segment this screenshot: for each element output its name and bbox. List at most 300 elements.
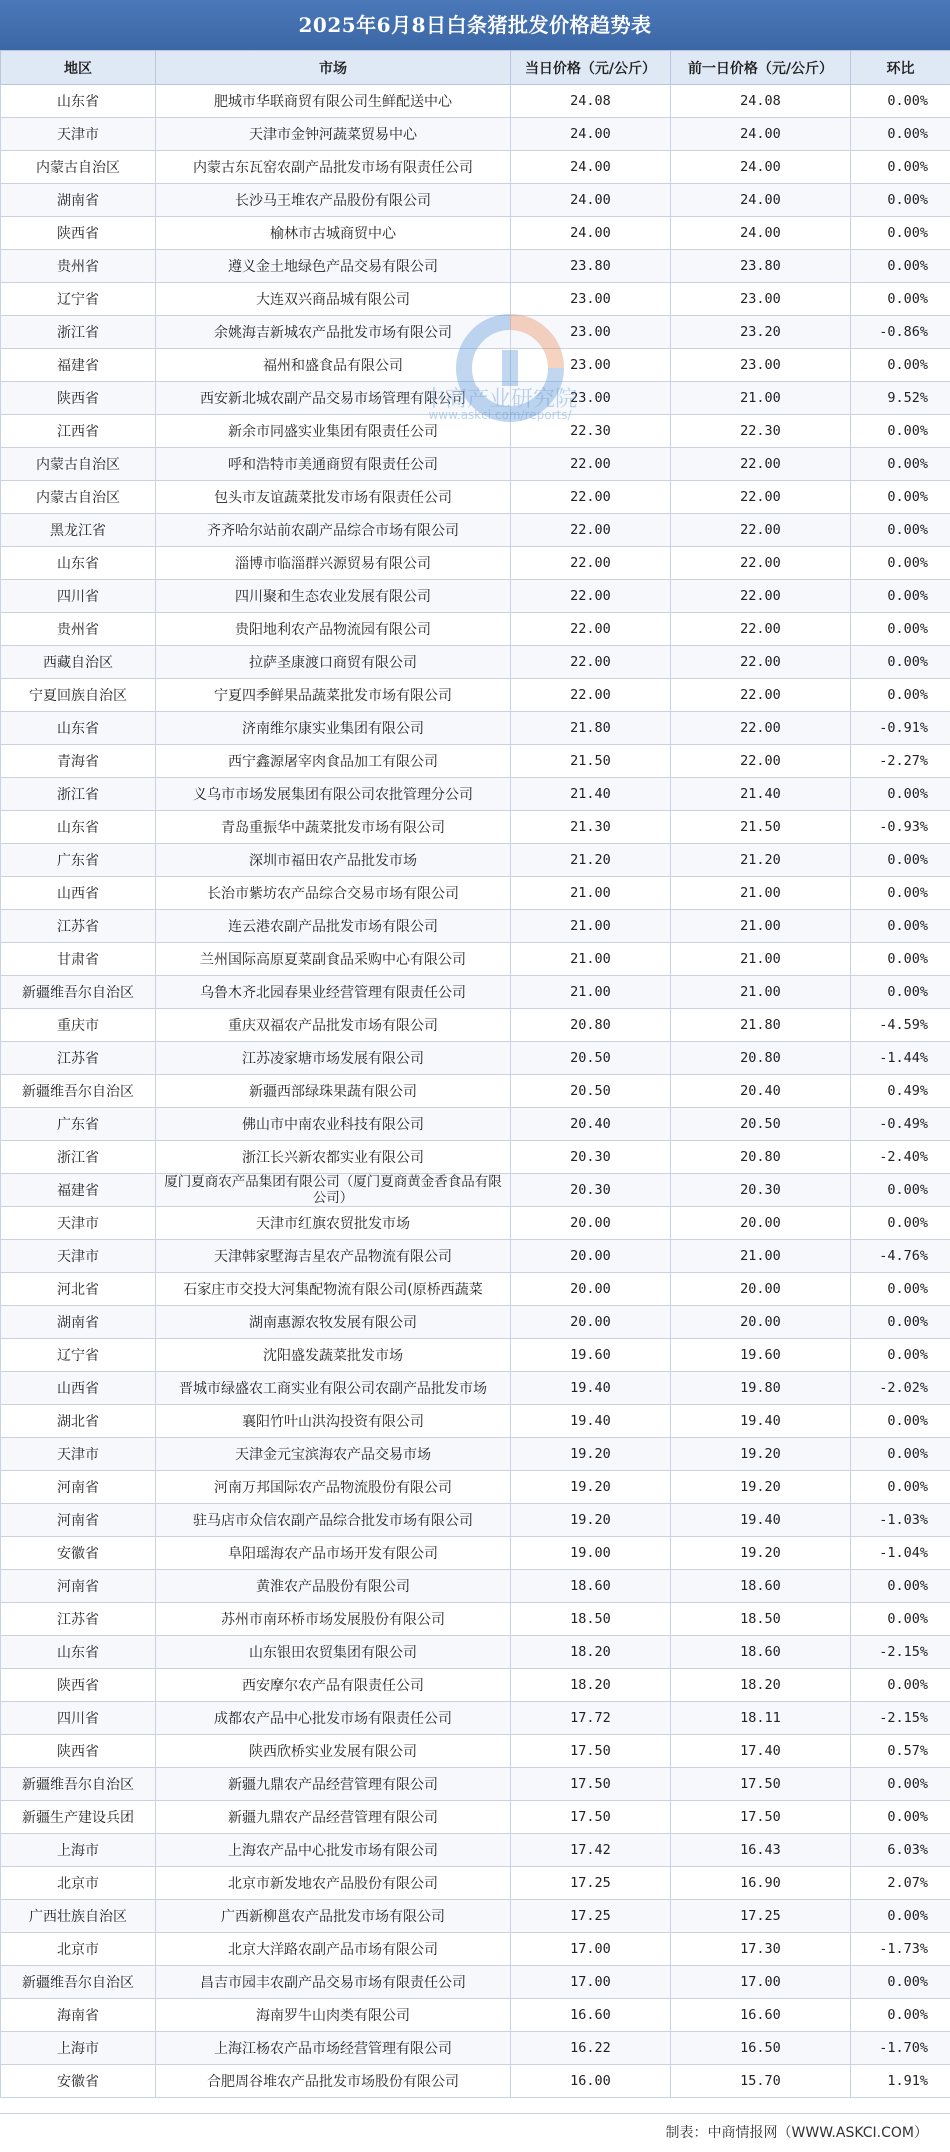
cell-today-price: 16.60 — [511, 1999, 671, 2032]
table-row — [1, 1867, 950, 1900]
cell-today-price: 19.40 — [511, 1372, 671, 1405]
cell-today-price: 22.00 — [511, 580, 671, 613]
cell-region: 陕西省 — [1, 217, 156, 250]
cell-market: 乌鲁木齐北园春果业经营管理有限责任公司 — [156, 976, 511, 1009]
cell-today-price: 18.50 — [511, 1603, 671, 1636]
cell-change: 0.00% — [851, 448, 950, 481]
cell-prev-price: 19.40 — [671, 1405, 851, 1438]
cell-region: 河南省 — [1, 1471, 156, 1504]
cell-prev-price: 17.00 — [671, 1966, 851, 1999]
table-row — [1, 877, 950, 910]
cell-prev-price: 23.80 — [671, 250, 851, 283]
table-row — [1, 415, 950, 448]
table-row — [1, 85, 950, 118]
cell-today-price: 21.00 — [511, 943, 671, 976]
cell-market: 齐齐哈尔站前农副产品综合市场有限公司 — [156, 514, 511, 547]
cell-market: 呼和浩特市美通商贸有限责任公司 — [156, 448, 511, 481]
cell-change: 0.00% — [851, 217, 950, 250]
cell-today-price: 21.20 — [511, 844, 671, 877]
cell-market: 天津韩家墅海吉星农产品物流有限公司 — [156, 1240, 511, 1273]
cell-prev-price: 17.30 — [671, 1933, 851, 1966]
cell-region: 浙江省 — [1, 778, 156, 811]
cell-market: 湖南惠源农牧发展有限公司 — [156, 1306, 511, 1339]
cell-today-price: 22.00 — [511, 679, 671, 712]
cell-region: 宁夏回族自治区 — [1, 679, 156, 712]
table-row — [1, 1108, 950, 1141]
cell-market: 天津市金钟河蔬菜贸易中心 — [156, 118, 511, 151]
table-row — [1, 1273, 950, 1306]
cell-prev-price: 19.40 — [671, 1504, 851, 1537]
cell-market: 兰州国际高原夏菜副食品采购中心有限公司 — [156, 943, 511, 976]
table-row — [1, 976, 950, 1009]
cell-market: 合肥周谷堆农产品批发市场股份有限公司 — [156, 2065, 511, 2098]
cell-region: 北京市 — [1, 1933, 156, 1966]
cell-prev-price: 24.00 — [671, 151, 851, 184]
cell-market: 浙江长兴新农都实业有限公司 — [156, 1141, 511, 1174]
table-row — [1, 1834, 950, 1867]
table-row — [1, 1900, 950, 1933]
cell-today-price: 19.20 — [511, 1438, 671, 1471]
cell-change: 0.00% — [851, 1207, 950, 1240]
cell-market: 长治市紫坊农产品综合交易市场有限公司 — [156, 877, 511, 910]
table-row — [1, 1504, 950, 1537]
cell-market: 沈阳盛发蔬菜批发市场 — [156, 1339, 511, 1372]
cell-today-price: 24.08 — [511, 85, 671, 118]
cell-prev-price: 19.20 — [671, 1471, 851, 1504]
cell-change: 0.00% — [851, 547, 950, 580]
cell-market: 山东银田农贸集团有限公司 — [156, 1636, 511, 1669]
table-row — [1, 1537, 950, 1570]
cell-region: 河北省 — [1, 1273, 156, 1306]
cell-prev-price: 22.30 — [671, 415, 851, 448]
table-row — [1, 217, 950, 250]
cell-market: 厦门夏商农产品集团有限公司（厦门夏商黄金香食品有限公司） — [156, 1174, 511, 1207]
cell-change: 0.00% — [851, 943, 950, 976]
table-row — [1, 1768, 950, 1801]
cell-change: 0.00% — [851, 1438, 950, 1471]
cell-region: 上海市 — [1, 2032, 156, 2065]
cell-market: 大连双兴商品城有限公司 — [156, 283, 511, 316]
cell-today-price: 22.00 — [511, 448, 671, 481]
cell-market: 济南维尔康实业集团有限公司 — [156, 712, 511, 745]
cell-change: -0.93% — [851, 811, 950, 844]
cell-change: 0.00% — [851, 1966, 950, 1999]
cell-region: 天津市 — [1, 1207, 156, 1240]
table-row — [1, 1009, 950, 1042]
cell-market: 成都农产品中心批发市场有限责任公司 — [156, 1702, 511, 1735]
cell-market: 长沙马王堆农产品股份有限公司 — [156, 184, 511, 217]
cell-change: -4.76% — [851, 1240, 950, 1273]
cell-market: 新余市同盛实业集团有限责任公司 — [156, 415, 511, 448]
cell-market: 重庆双福农产品批发市场有限公司 — [156, 1009, 511, 1042]
cell-change: 9.52% — [851, 382, 950, 415]
cell-change: -2.27% — [851, 745, 950, 778]
cell-change: 0.00% — [851, 1339, 950, 1372]
cell-today-price: 16.00 — [511, 2065, 671, 2098]
cell-change: 0.00% — [851, 283, 950, 316]
cell-today-price: 16.22 — [511, 2032, 671, 2065]
cell-change: 0.00% — [851, 877, 950, 910]
cell-region: 新疆维吾尔自治区 — [1, 1966, 156, 1999]
cell-market: 连云港农副产品批发市场有限公司 — [156, 910, 511, 943]
table-row — [1, 1603, 950, 1636]
table-row — [1, 745, 950, 778]
cell-today-price: 18.20 — [511, 1636, 671, 1669]
cell-prev-price: 18.20 — [671, 1669, 851, 1702]
cell-region: 海南省 — [1, 1999, 156, 2032]
cell-market: 北京大洋路农副产品市场有限公司 — [156, 1933, 511, 1966]
cell-today-price: 24.00 — [511, 151, 671, 184]
cell-change: 0.00% — [851, 118, 950, 151]
table-row — [1, 2065, 950, 2098]
table-row — [1, 712, 950, 745]
cell-today-price: 23.00 — [511, 349, 671, 382]
cell-prev-price: 22.00 — [671, 580, 851, 613]
cell-today-price: 20.80 — [511, 1009, 671, 1042]
cell-prev-price: 15.70 — [671, 2065, 851, 2098]
cell-market: 昌吉市园丰农副产品交易市场有限责任公司 — [156, 1966, 511, 1999]
cell-today-price: 20.00 — [511, 1306, 671, 1339]
cell-market: 海南罗牛山肉类有限公司 — [156, 1999, 511, 2032]
cell-prev-price: 21.50 — [671, 811, 851, 844]
cell-region: 河南省 — [1, 1570, 156, 1603]
cell-change: -1.70% — [851, 2032, 950, 2065]
table-row — [1, 1702, 950, 1735]
table-row — [1, 118, 950, 151]
cell-market: 晋城市绿盛农工商实业有限公司农副产品批发市场 — [156, 1372, 511, 1405]
cell-today-price: 24.00 — [511, 184, 671, 217]
cell-region: 湖北省 — [1, 1405, 156, 1438]
cell-change: 0.00% — [851, 1174, 950, 1207]
cell-today-price: 22.00 — [511, 481, 671, 514]
table-row — [1, 1636, 950, 1669]
cell-market: 福州和盛食品有限公司 — [156, 349, 511, 382]
cell-change: -1.03% — [851, 1504, 950, 1537]
cell-market: 西安摩尔农产品有限责任公司 — [156, 1669, 511, 1702]
cell-region: 青海省 — [1, 745, 156, 778]
cell-market: 深圳市福田农产品批发市场 — [156, 844, 511, 877]
cell-prev-price: 20.50 — [671, 1108, 851, 1141]
cell-change: 0.00% — [851, 1603, 950, 1636]
cell-today-price: 17.50 — [511, 1801, 671, 1834]
table-row — [1, 943, 950, 976]
cell-region: 江苏省 — [1, 910, 156, 943]
cell-today-price: 17.50 — [511, 1768, 671, 1801]
cell-region: 辽宁省 — [1, 1339, 156, 1372]
table-row — [1, 646, 950, 679]
cell-change: 0.00% — [851, 778, 950, 811]
cell-prev-price: 20.80 — [671, 1042, 851, 1075]
cell-region: 广西壮族自治区 — [1, 1900, 156, 1933]
cell-prev-price: 21.00 — [671, 1240, 851, 1273]
table-row — [1, 283, 950, 316]
cell-region: 四川省 — [1, 1702, 156, 1735]
cell-change: -0.86% — [851, 316, 950, 349]
cell-region: 山西省 — [1, 877, 156, 910]
cell-market: 新疆九鼎农产品经营管理有限公司 — [156, 1801, 511, 1834]
table-row — [1, 514, 950, 547]
cell-change: 0.00% — [851, 580, 950, 613]
cell-market: 佛山市中南农业科技有限公司 — [156, 1108, 511, 1141]
cell-prev-price: 21.20 — [671, 844, 851, 877]
cell-today-price: 21.40 — [511, 778, 671, 811]
table-row — [1, 1240, 950, 1273]
cell-market: 榆林市古城商贸中心 — [156, 217, 511, 250]
cell-region: 福建省 — [1, 1174, 156, 1207]
cell-today-price: 20.50 — [511, 1042, 671, 1075]
header-region: 地区 — [1, 51, 156, 85]
cell-region: 北京市 — [1, 1867, 156, 1900]
table-row — [1, 1306, 950, 1339]
table-row — [1, 316, 950, 349]
cell-market: 内蒙古东瓦窑农副产品批发市场有限责任公司 — [156, 151, 511, 184]
table-row — [1, 184, 950, 217]
cell-today-price: 22.30 — [511, 415, 671, 448]
table-row — [1, 1141, 950, 1174]
cell-today-price: 17.25 — [511, 1867, 671, 1900]
cell-region: 安徽省 — [1, 2065, 156, 2098]
cell-region: 内蒙古自治区 — [1, 481, 156, 514]
cell-market: 广西新柳邕农产品批发市场有限公司 — [156, 1900, 511, 1933]
cell-region: 天津市 — [1, 1438, 156, 1471]
cell-prev-price: 19.80 — [671, 1372, 851, 1405]
table-row — [1, 1999, 950, 2032]
cell-prev-price: 22.00 — [671, 646, 851, 679]
watermark-url: www.askci.com/reports/ — [428, 408, 572, 422]
table-row — [1, 1801, 950, 1834]
cell-change: 0.00% — [851, 679, 950, 712]
cell-market: 宁夏四季鲜果品蔬菜批发市场有限公司 — [156, 679, 511, 712]
cell-prev-price: 24.00 — [671, 184, 851, 217]
cell-prev-price: 23.00 — [671, 283, 851, 316]
cell-region: 贵州省 — [1, 613, 156, 646]
cell-prev-price: 16.60 — [671, 1999, 851, 2032]
cell-today-price: 18.60 — [511, 1570, 671, 1603]
cell-today-price: 19.00 — [511, 1537, 671, 1570]
cell-market: 北京市新发地农产品股份有限公司 — [156, 1867, 511, 1900]
cell-market: 西安新北城农副产品交易市场管理有限公司 — [156, 382, 511, 415]
cell-change: 0.00% — [851, 1768, 950, 1801]
cell-today-price: 20.30 — [511, 1141, 671, 1174]
cell-market: 遵义金土地绿色产品交易有限公司 — [156, 250, 511, 283]
cell-today-price: 17.50 — [511, 1735, 671, 1768]
cell-market: 河南万邦国际农产品物流股份有限公司 — [156, 1471, 511, 1504]
cell-today-price: 22.00 — [511, 646, 671, 679]
header-change: 环比 — [851, 51, 950, 85]
cell-prev-price: 19.20 — [671, 1537, 851, 1570]
cell-change: 0.00% — [851, 1801, 950, 1834]
cell-prev-price: 21.40 — [671, 778, 851, 811]
cell-change: 0.00% — [851, 184, 950, 217]
table-row — [1, 1966, 950, 1999]
header-today-price: 当日价格（元/公斤） — [511, 51, 671, 85]
cell-region: 上海市 — [1, 1834, 156, 1867]
table-header-row — [1, 51, 950, 85]
cell-market: 上海江杨农产品市场经营管理有限公司 — [156, 2032, 511, 2065]
cell-change: 0.00% — [851, 1405, 950, 1438]
cell-market: 驻马店市众信农副产品综合批发市场有限公司 — [156, 1504, 511, 1537]
cell-change: 0.00% — [851, 1306, 950, 1339]
cell-prev-price: 20.30 — [671, 1174, 851, 1207]
table-row — [1, 547, 950, 580]
cell-prev-price: 16.43 — [671, 1834, 851, 1867]
table-row — [1, 1735, 950, 1768]
cell-change: 0.00% — [851, 1570, 950, 1603]
cell-change: -0.49% — [851, 1108, 950, 1141]
cell-change: 0.00% — [851, 1999, 950, 2032]
cell-prev-price: 18.60 — [671, 1636, 851, 1669]
cell-today-price: 23.00 — [511, 316, 671, 349]
table-row — [1, 481, 950, 514]
cell-region: 贵州省 — [1, 250, 156, 283]
table-row — [1, 1405, 950, 1438]
cell-today-price: 17.00 — [511, 1933, 671, 1966]
cell-prev-price: 17.40 — [671, 1735, 851, 1768]
cell-region: 湖南省 — [1, 1306, 156, 1339]
cell-market: 黄淮农产品股份有限公司 — [156, 1570, 511, 1603]
cell-change: -4.59% — [851, 1009, 950, 1042]
cell-region: 新疆维吾尔自治区 — [1, 1768, 156, 1801]
cell-region: 安徽省 — [1, 1537, 156, 1570]
cell-change: 0.00% — [851, 910, 950, 943]
cell-today-price: 23.00 — [511, 283, 671, 316]
cell-change: 0.00% — [851, 85, 950, 118]
cell-market: 新疆九鼎农产品经营管理有限公司 — [156, 1768, 511, 1801]
cell-market: 襄阳竹叶山洪沟投资有限公司 — [156, 1405, 511, 1438]
cell-region: 辽宁省 — [1, 283, 156, 316]
cell-change: 0.00% — [851, 1669, 950, 1702]
cell-today-price: 20.40 — [511, 1108, 671, 1141]
cell-today-price: 17.72 — [511, 1702, 671, 1735]
cell-change: -1.04% — [851, 1537, 950, 1570]
cell-today-price: 20.30 — [511, 1174, 671, 1207]
cell-region: 陕西省 — [1, 1735, 156, 1768]
cell-today-price: 20.00 — [511, 1207, 671, 1240]
cell-prev-price: 20.00 — [671, 1207, 851, 1240]
cell-region: 四川省 — [1, 580, 156, 613]
cell-prev-price: 20.80 — [671, 1141, 851, 1174]
cell-today-price: 19.20 — [511, 1471, 671, 1504]
cell-change: -1.73% — [851, 1933, 950, 1966]
cell-region: 山东省 — [1, 547, 156, 580]
cell-region: 内蒙古自治区 — [1, 151, 156, 184]
cell-prev-price: 22.00 — [671, 481, 851, 514]
cell-prev-price: 21.00 — [671, 382, 851, 415]
cell-change: 0.00% — [851, 613, 950, 646]
cell-today-price: 23.80 — [511, 250, 671, 283]
cell-region: 陕西省 — [1, 382, 156, 415]
cell-market: 上海农产品中心批发市场有限公司 — [156, 1834, 511, 1867]
cell-prev-price: 22.00 — [671, 547, 851, 580]
cell-prev-price: 19.60 — [671, 1339, 851, 1372]
cell-prev-price: 21.00 — [671, 910, 851, 943]
table-row — [1, 382, 950, 415]
cell-today-price: 18.20 — [511, 1669, 671, 1702]
cell-today-price: 21.30 — [511, 811, 671, 844]
table-row — [1, 844, 950, 877]
cell-today-price: 24.00 — [511, 118, 671, 151]
cell-market: 石家庄市交投大河集配物流有限公司(原桥西蔬菜 — [156, 1273, 511, 1306]
cell-market: 义乌市市场发展集团有限公司农批管理分公司 — [156, 778, 511, 811]
cell-region: 天津市 — [1, 118, 156, 151]
table-row — [1, 2032, 950, 2065]
cell-today-price: 23.00 — [511, 382, 671, 415]
cell-region: 天津市 — [1, 1240, 156, 1273]
cell-change: 1.91% — [851, 2065, 950, 2098]
cell-prev-price: 24.00 — [671, 118, 851, 151]
cell-region: 浙江省 — [1, 1141, 156, 1174]
cell-change: 0.00% — [851, 976, 950, 1009]
table-row — [1, 910, 950, 943]
cell-prev-price: 21.00 — [671, 943, 851, 976]
cell-change: 0.00% — [851, 1471, 950, 1504]
cell-today-price: 21.80 — [511, 712, 671, 745]
cell-change: 0.00% — [851, 514, 950, 547]
cell-prev-price: 23.20 — [671, 316, 851, 349]
cell-market: 新疆西部绿珠果蔬有限公司 — [156, 1075, 511, 1108]
cell-region: 新疆生产建设兵团 — [1, 1801, 156, 1834]
cell-today-price: 21.50 — [511, 745, 671, 778]
cell-region: 新疆维吾尔自治区 — [1, 976, 156, 1009]
cell-region: 湖南省 — [1, 184, 156, 217]
cell-change: 0.00% — [851, 646, 950, 679]
cell-change: 0.00% — [851, 415, 950, 448]
table-row — [1, 1042, 950, 1075]
header-prev-price: 前一日价格（元/公斤） — [671, 51, 851, 85]
cell-today-price: 22.00 — [511, 613, 671, 646]
cell-prev-price: 17.50 — [671, 1768, 851, 1801]
cell-prev-price: 22.00 — [671, 745, 851, 778]
cell-market: 青岛重振华中蔬菜批发市场有限公司 — [156, 811, 511, 844]
cell-change: -2.02% — [851, 1372, 950, 1405]
cell-prev-price: 22.00 — [671, 712, 851, 745]
footer-credit: 制表：中商情报网（WWW.ASKCI.COM） — [0, 2113, 950, 2152]
cell-today-price: 17.25 — [511, 1900, 671, 1933]
cell-prev-price: 21.80 — [671, 1009, 851, 1042]
cell-today-price: 22.00 — [511, 547, 671, 580]
cell-prev-price: 17.25 — [671, 1900, 851, 1933]
cell-region: 西藏自治区 — [1, 646, 156, 679]
cell-today-price: 19.40 — [511, 1405, 671, 1438]
cell-region: 广东省 — [1, 844, 156, 877]
table-row — [1, 1339, 950, 1372]
cell-prev-price: 22.00 — [671, 679, 851, 712]
cell-prev-price: 18.11 — [671, 1702, 851, 1735]
cell-change: 2.07% — [851, 1867, 950, 1900]
cell-prev-price: 21.00 — [671, 877, 851, 910]
table-row — [1, 448, 950, 481]
cell-change: 0.00% — [851, 1900, 950, 1933]
cell-today-price: 17.42 — [511, 1834, 671, 1867]
cell-today-price: 21.00 — [511, 877, 671, 910]
cell-prev-price: 18.60 — [671, 1570, 851, 1603]
cell-region: 江苏省 — [1, 1603, 156, 1636]
cell-region: 河南省 — [1, 1504, 156, 1537]
cell-change: 6.03% — [851, 1834, 950, 1867]
table-row — [1, 811, 950, 844]
cell-prev-price: 20.40 — [671, 1075, 851, 1108]
cell-today-price: 20.00 — [511, 1240, 671, 1273]
cell-market: 肥城市华联商贸有限公司生鲜配送中心 — [156, 85, 511, 118]
cell-prev-price: 20.00 — [671, 1273, 851, 1306]
cell-today-price: 21.00 — [511, 976, 671, 1009]
cell-region: 内蒙古自治区 — [1, 448, 156, 481]
cell-change: 0.00% — [851, 1273, 950, 1306]
cell-today-price: 22.00 — [511, 514, 671, 547]
price-table — [0, 50, 950, 2098]
cell-change: -2.15% — [851, 1702, 950, 1735]
cell-today-price: 19.60 — [511, 1339, 671, 1372]
